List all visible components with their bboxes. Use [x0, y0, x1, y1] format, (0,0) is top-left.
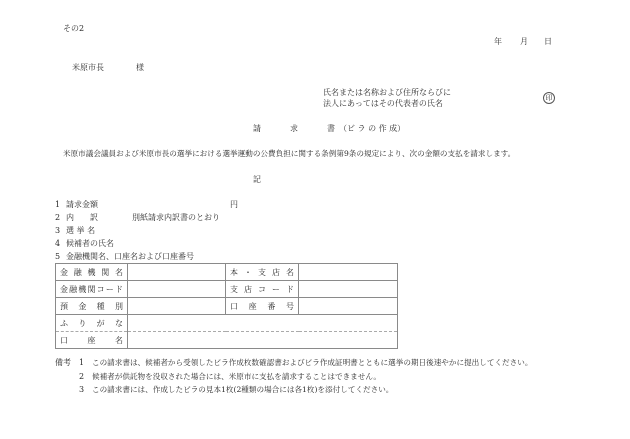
- furigana-field[interactable]: [128, 315, 398, 332]
- note-text: 候補者が供託物を没収された場合には、米原市に支払を請求することはできません。: [92, 372, 382, 381]
- title-part3: 書: [327, 124, 335, 133]
- branch-code-label: 支店コード: [226, 281, 299, 298]
- deposit-type-field[interactable]: [128, 298, 226, 315]
- item-number: 4: [55, 239, 61, 248]
- table-row: [56, 315, 398, 332]
- account-number-field[interactable]: [299, 298, 398, 315]
- form-number: その2: [63, 24, 85, 33]
- account-name-label: 口座名: [56, 332, 128, 349]
- bank-name-field[interactable]: [128, 264, 226, 281]
- applicant-label-line1: 氏名または名称および住所ならびに: [323, 88, 451, 97]
- bank-name-label: 金融機関名: [56, 264, 128, 281]
- title-part1: 請: [253, 124, 261, 133]
- branch-name-label: 本・支店名: [226, 264, 299, 281]
- seal-icon: 印: [543, 92, 555, 104]
- table-row: [56, 264, 398, 281]
- item-number: 5: [55, 252, 61, 261]
- notes-label: 備考: [55, 358, 71, 367]
- item-number: 2: [55, 213, 61, 222]
- item-label-breakdown: 内 訳: [66, 213, 98, 222]
- note-number: 3: [79, 385, 85, 394]
- applicant-label-line2: 法人にあってはその代表者の氏名: [323, 99, 443, 108]
- item-number: 1: [55, 200, 61, 209]
- item-label-election: 選 挙 名: [66, 226, 96, 235]
- item-value-breakdown: 別紙請求内訳書のとおり: [132, 213, 220, 222]
- note-number: 2: [79, 372, 85, 381]
- table-row: [56, 281, 398, 298]
- account-number-label: 口座番号: [226, 298, 299, 315]
- branch-code-field[interactable]: [299, 281, 398, 298]
- date-year-label: 年: [494, 37, 502, 46]
- bank-code-label: 金融機関コード: [56, 281, 128, 298]
- account-name-field[interactable]: [128, 332, 398, 349]
- item-label-candidate: 候補者の氏名: [66, 239, 114, 248]
- note-text: この請求書は、候補者から受領したビラ作成枚数確認書およびビラ作成証明書とともに選挙の期日後速やかに提出してください。: [92, 358, 533, 367]
- note-text: この請求書には、作成したビラの見本1枚(2種類の場合には各1枚)を添付してください。: [92, 385, 394, 394]
- statement: 米原市議会議員および米原市長の選挙における選挙運動の公費負担に関する条例第9条の規定により、次の金額の支払を請求します。: [63, 149, 516, 158]
- table-row: [56, 298, 398, 315]
- title-subtitle: （ビ ラ の 作 成）: [339, 124, 406, 133]
- addressee: 米原市長: [72, 63, 104, 72]
- date-month-label: 月: [520, 37, 528, 46]
- ki-heading: 記: [253, 175, 261, 184]
- bank-code-field[interactable]: [128, 281, 226, 298]
- branch-name-field[interactable]: [299, 264, 398, 281]
- item-label-amount: 請求金額: [66, 200, 98, 209]
- date-day-label: 日: [544, 37, 552, 46]
- honorific: 様: [136, 63, 144, 72]
- item-label-bank: 金融機関名、口座名および口座番号: [66, 252, 194, 261]
- table-row: [56, 332, 398, 349]
- furigana-label: ふりがな: [56, 315, 128, 332]
- deposit-type-label: 預金種別: [56, 298, 128, 315]
- bank-account-table: [55, 263, 398, 349]
- amount-unit: 円: [230, 200, 238, 209]
- title-part2: 求: [290, 124, 298, 133]
- note-number: 1: [79, 358, 85, 367]
- item-number: 3: [55, 226, 61, 235]
